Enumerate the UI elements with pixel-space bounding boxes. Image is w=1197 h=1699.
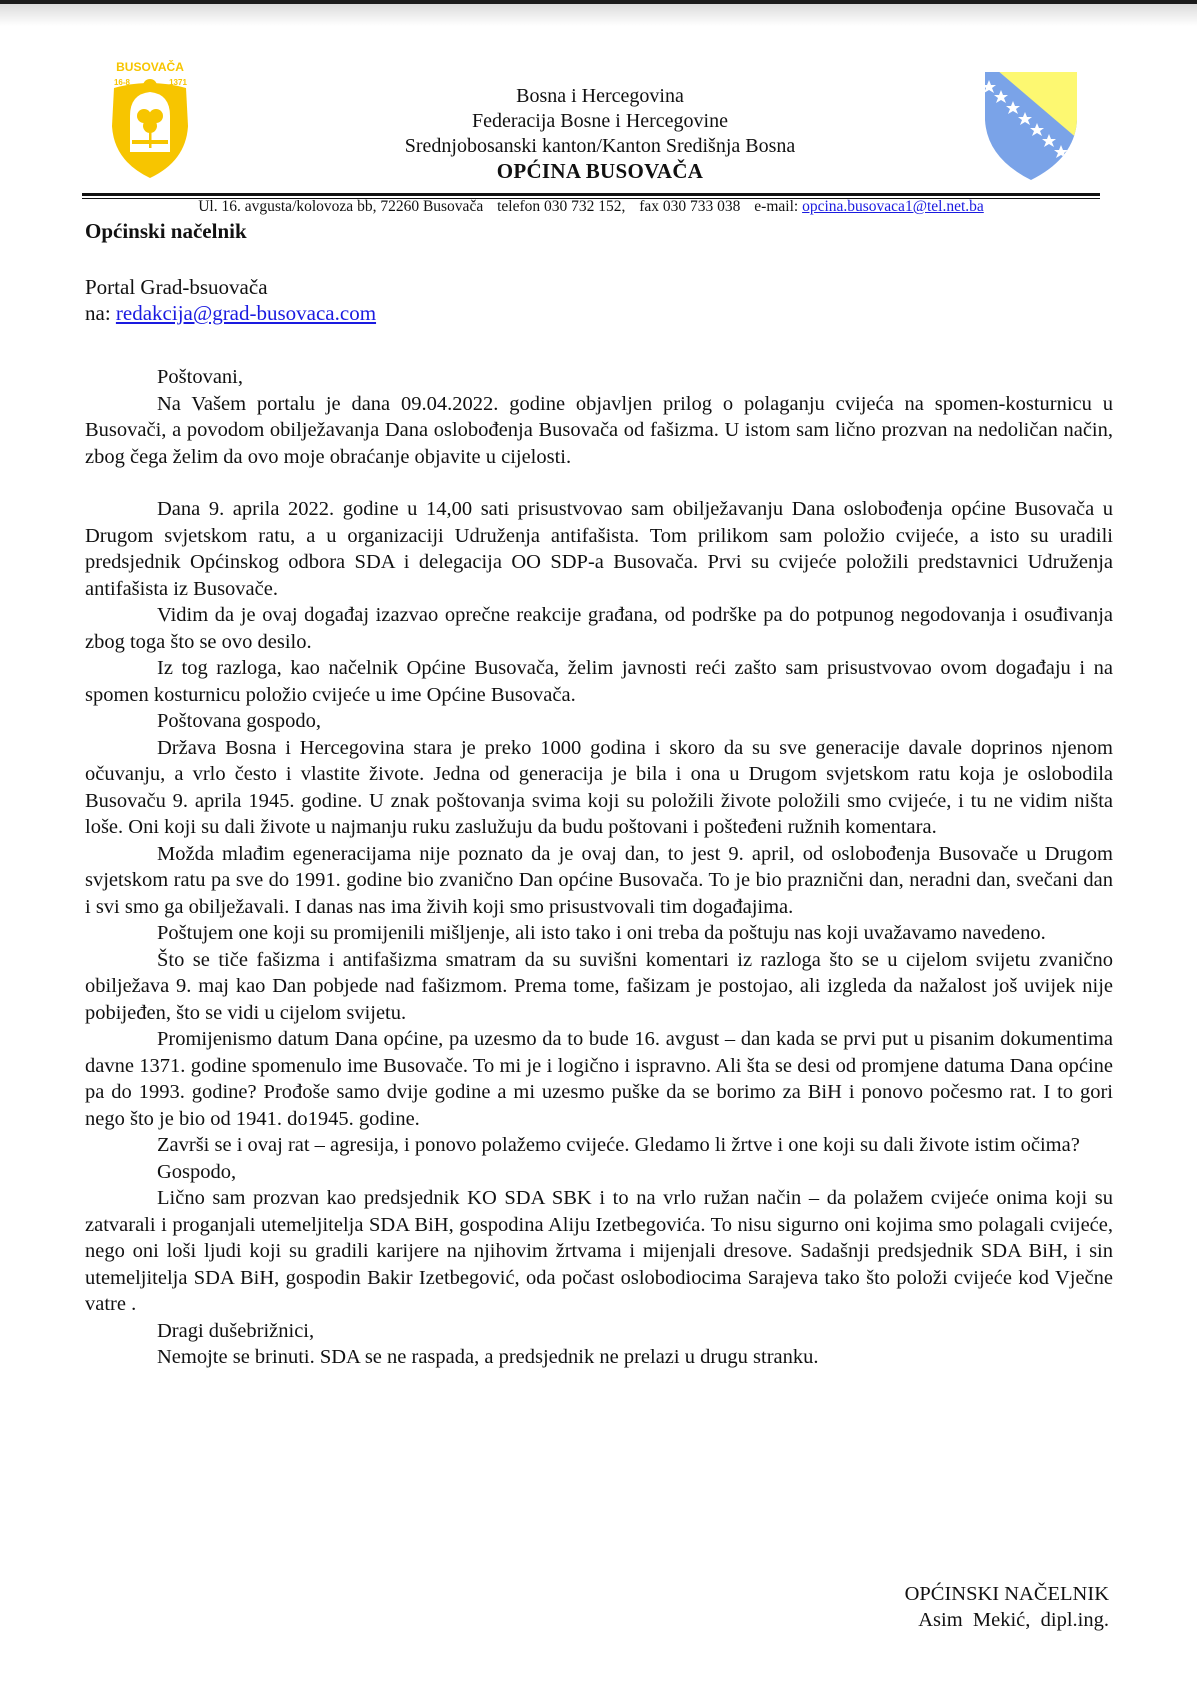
recipient-email-link[interactable]: redakcija@grad-busovaca.com [115,301,377,325]
recipient-name: Portal Grad-bsuovača [85,275,268,299]
paragraph: Iz tog razloga, kao načelnik Općine Busovača, želim javnosti reći zašto sam prisustvovao ovom događaju i na spomen kosturnicu položio cvijeće u ime Općine Busovača. [85,657,1113,706]
signature-title: OPĆINSKI NAČELNIK [904,1583,1109,1605]
letter-body [85,364,1113,1371]
paragraph: Na Vašem portalu je dana 09.04.2022. godine objavljen prilog o polaganju cvijeća na spomen-kosturnicu u Busovači, a povodom obilježavanja Dana oslobođenja Busovača od fašizma. U istom sam lično prozvan na nedoličan način, zbog čega želim da ovo moje obraćanje objavite u cijelosti. [85,392,1113,468]
email-label: e-mail: [754,198,799,215]
recipient-to-label: na: [85,301,111,325]
federation-name: Federacija Bosne i Hercegovine [471,110,728,132]
paragraph: Dana 9. aprila 2022. godine u 14,00 sati prisustvovao sam obilježavanju Dana oslobođenja općine Busovača u Drugom svjetskom ratu, a u organizaciji Udruženja antifašista. Tom prilikom sam položio cvijeće, a isto su uradili predsjednik Općinskog odbora SDA i delegacija OO SDP-a Busovača. Prvi su cvijeće položili predstavnici Udruženja antifašista iz Busovače. [85,498,1113,600]
salutation: Gospodo, [157,1160,237,1183]
fax-text: fax 030 733 038 [639,198,741,215]
paragraph: Promijenismo datum Dana općine, pa uzesmo da to bude 16. avgust – dan kada se prvi put u pisanim dokumentima davne 1371. godine spomenulo ime Busovače. To mi je i logično i ispravno. Ali šta se desi od promjene datuma Dana općine pa do 1993. godine? Prođoše samo dvije godine a mi uzesmo puške da se borimo za BiH i ponovo počesmo rat. I to gori nego što je bio od 1941. do1945. godine. [85,1028,1113,1130]
paragraph: Završi se i ovaj rat – agresija, i ponovo polažemo cvijeće. Gledamo li žrtve i one koji su dali živote istim očima? [157,1134,1080,1156]
address-text: Ul. 16. avgusta/kolovoza bb, 72260 Busovača [198,198,484,215]
municipality-name: OPĆINA BUSOVAČA [496,159,704,183]
recipient-block [85,274,376,326]
header-divider [82,193,1100,196]
signature-name: Asim Mekić, dipl.ing. [918,1609,1109,1631]
municipality-email-link[interactable]: opcina.busovaca1@tel.net.ba [802,198,984,215]
letterhead [340,84,860,184]
signature-block [905,1581,1109,1633]
svg-text:16-8: 16-8 [113,78,131,87]
svg-text:1371: 1371 [169,78,187,87]
busovaca-coat-of-arms-icon [100,56,200,180]
country-name: Bosna i Hercegovina [516,85,684,107]
contact-line [82,197,1100,217]
phone-text: telefon 030 732 152, [497,198,626,215]
paragraph: Država Bosna i Hercegovina stara je preko 1000 godina i skoro da su sve generacije davale doprinos njenom očuvanju, a vrlo često i vlastite živote. Jedna od generacija je bila i ona u Drugom svjetskom ratu koja je oslobodila Busovaču 9. aprila 1945. godine. U znak poštovanja svima koji su položili živote položili smo cvijeće, i tu ne vidim ništa loše. Oni koji su dali živote u najmanju ruku zaslužuju da budu poštovani i pošteđeni ružnih komentara. [85,736,1113,838]
paragraph: Možda mlađim egeneracijama nije poznato da je ovaj dan, to jest 9. april, od oslobođenja Busovače u Drugom svjetskom ratu pa sve do 1991. godine bio zvanično Dan općine Busovača. To je bio praznični dan, neradni dan, svečani dan i svi smo ga obilježavali. I danas nas ima živih koji smo prisustvovali tim događajima. [85,842,1113,918]
logo-text-top: BUSOVAČA [116,60,184,74]
paragraph: Lično sam prozvan kao predsjednik KO SDA SBK i to na vrlo ružan način – da polažem cvijeće onima koji su zatvarali i proganjali utemeljitelja SDA BiH, gospodina Aliju Izetbegovića. To nisu sigurno oni kojima smo polagali cvijeće, nego oni loši ljudi koji su gradili karijere na njihovim žrtvama i mijenjali dresove. Sadašnji predsjednik SDA BiH, i sin utemeljitelja SDA BiH, gospodin Bakir Izetbegović, oda počast oslobodiocima Sarajeva tako što položi cvijeće kod Vječne vatre . [85,1187,1113,1315]
paragraph: Poštujem one koji su promijenili mišljenje, ali isto tako i oni treba da poštuju nas koji uvažavamo navedeno. [157,922,1046,944]
closing-paragraph: Nemojte se brinuti. SDA se ne raspada, a predsjednik ne prelazi u drugu stranku. [157,1346,819,1368]
bih-coat-of-arms-icon [983,70,1079,182]
salutation: Dragi dušebrižnici, [157,1319,315,1342]
salutation: Poštovana gospodo, [157,710,321,732]
sender-title: Općinski načelnik [85,219,247,243]
greeting: Poštovani, [157,366,243,388]
top-shadow [0,4,1197,26]
paragraph: Vidim da je ovaj događaj izazvao oprečne reakcije građana, od podrške pa do potpunog negodovanja i osuđivanja zbog toga što se ovo desilo. [85,604,1113,653]
paragraph: Što se tiče fašizma i antifašizma smatram da su suvišni komentari iz razloga što se u cijelom svijetu zvanično obilježava 9. maj kao Dan pobjede nad fašizmom. Prema tome, fašizam je postojao, ali izgleda da nažalost još uvijek nije pobijeđen, što se vidi u cijelom svijetu. [85,948,1113,1024]
canton-name: Srednjobosanski kanton/Kanton Središnja Bosna [404,135,796,157]
